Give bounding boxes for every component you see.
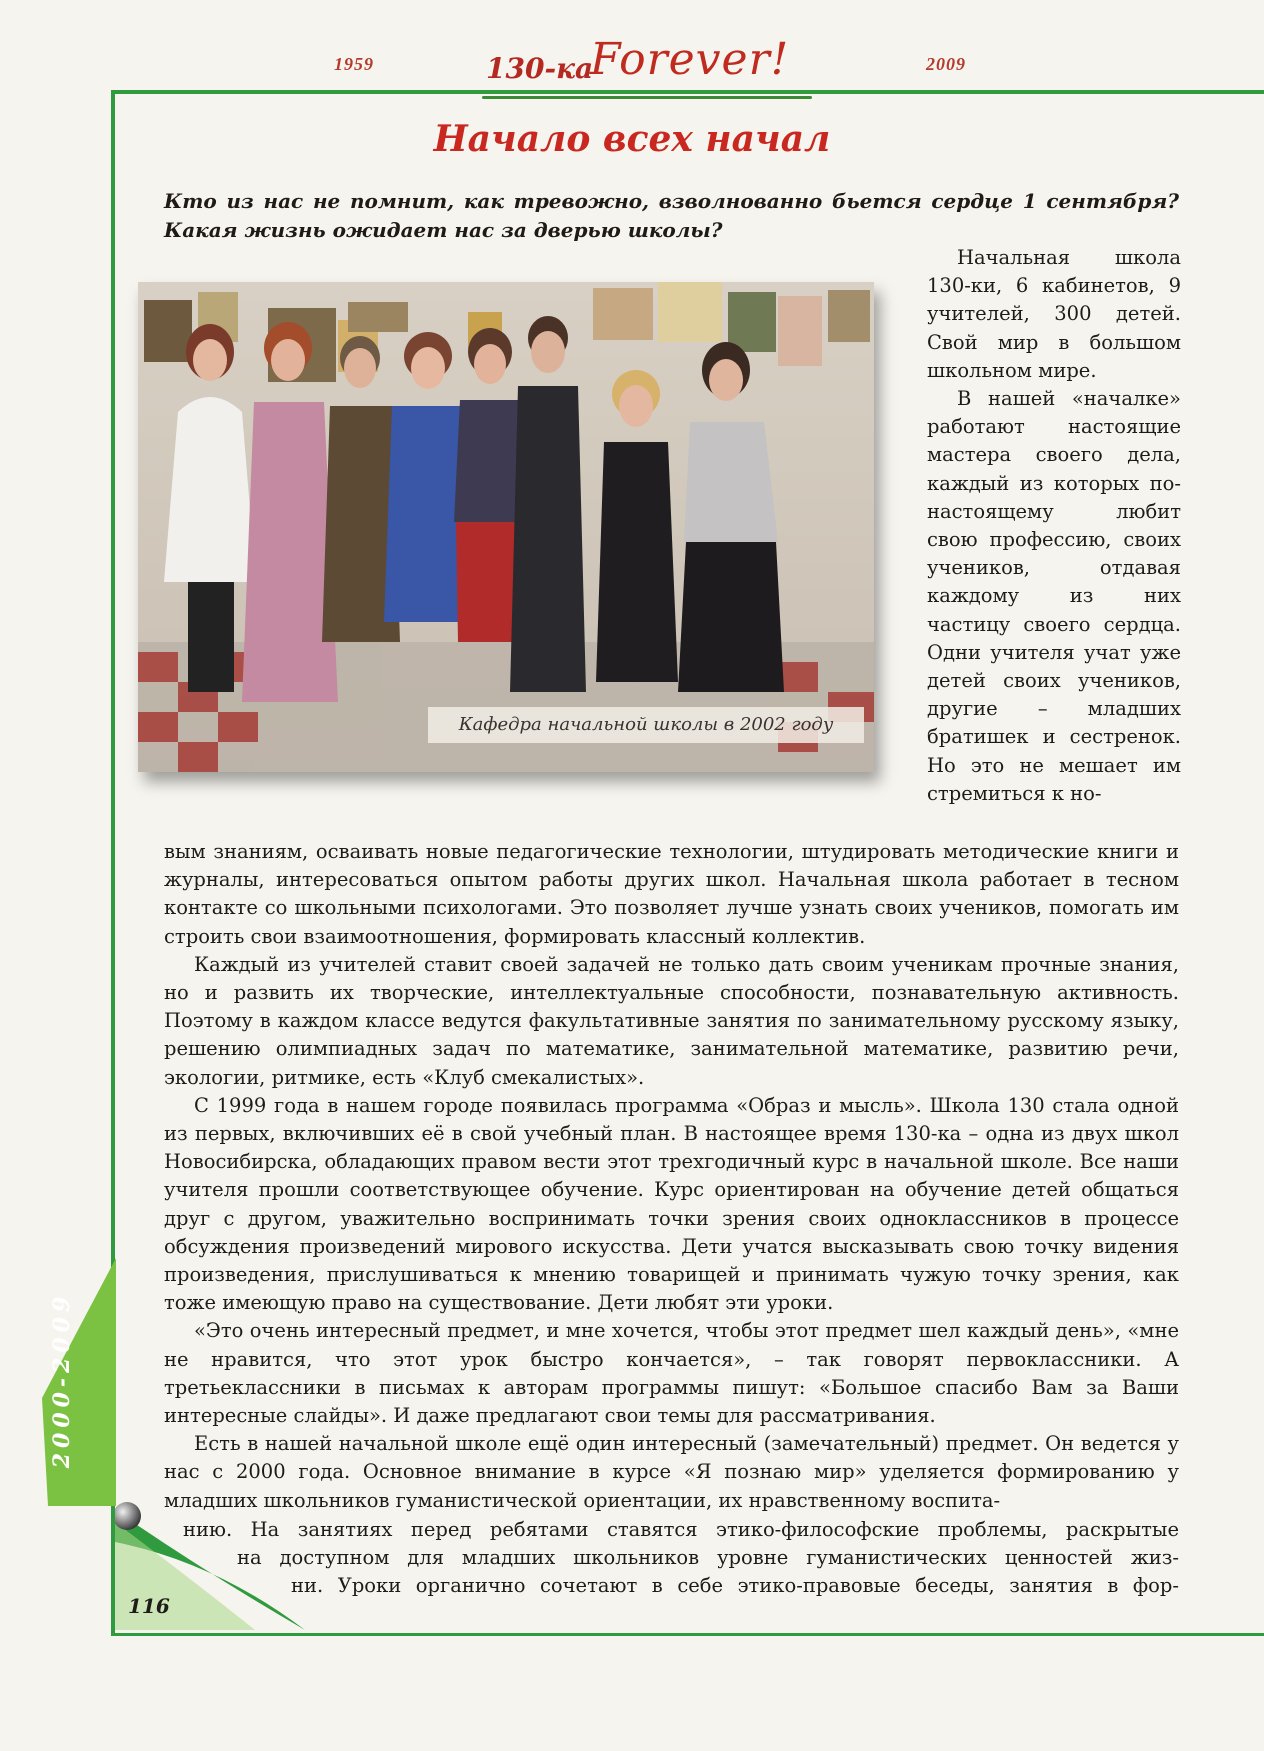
bottom-line-3: ни. Уроки органично сочетают в себе этико-правовые беседы, занятия в фор- <box>291 1574 1179 1598</box>
main-paragraph-1: вым знаниям, осваивать новые педагогические технологии, штудировать методические книги и журналы, интересоваться опытом работы других школ. Начальная школа работает в тесном контакте со школьными психологами. Это позволяет лучше узнать своих учеников, помогать им строить свои взаимоотношения, формировать классный коллектив. <box>164 840 1179 948</box>
header-logo <box>482 32 812 92</box>
logo-underline <box>482 96 812 99</box>
logo-number: 130-ка <box>486 52 594 85</box>
article-lead: Кто из нас не помнит, как тревожно, взволнованно бьется сердце 1 сентября? Какая жизнь ожидает нас за дверью школы? <box>164 189 1179 242</box>
bottom-line-1: нию. На занятиях перед ребятами ставятся этико-философские проблемы, раскрытые <box>183 1518 1179 1541</box>
header-year-right: 2009 <box>926 54 966 74</box>
main-paragraph-2: Каждый из учителей ставит своей задачей не только дать своим ученикам прочные знания, но и развить их творческие, интеллектуальные способности, познавательную активность. Поэтому в каждом классе ведутся факультативные занятия по занимательному русскому языку, решению олимпиадных задач по математике, занимательной математике, развитию речи, экологии, ритмике, есть «Клуб смекалистых». <box>164 952 1179 1089</box>
decade-tab-label: 2000-2009 <box>49 1291 75 1469</box>
page-number: 116 <box>128 1594 170 1618</box>
bottom-line-2: на доступном для младших школьников уровне гуманистических ценностей жиз- <box>237 1546 1179 1570</box>
main-paragraph-3: С 1999 года в нашем городе появилась программа «Образ и мысль». Школа 130 стала одной из первых, включивших её в свой учебный план. В настоящее время 130-ка – одна из двух школ Новосибирска, обладающих правом вести этот трехгодичный курс в начальной школе. Все наши учителя прошли соответствующее обучение. Курс ориентирован на обучение детей общаться друг с другом, уважительно воспринимать точки зрения своих одноклассников в процессе обсуждения произведений мирового искусства. Дети учатся высказывать свою точку видения произведения, прислушиваться к мнению товарищей и принимать чужую точку зрения, как тоже имеющую право на существование. Дети любят эти уроки. <box>164 1093 1179 1315</box>
group-photo-image <box>138 282 874 772</box>
group-photo <box>138 282 874 772</box>
bottom-text <box>183 1516 1179 1601</box>
article-title: Начало всех начал <box>433 118 831 160</box>
header-year-left: 1959 <box>334 54 374 74</box>
side-column <box>927 244 1181 808</box>
main-paragraph-4: «Это очень интересный предмет, и мне хочется, чтобы этот предмет шел каждый день», «мне не нравится, что этот урок быстро кончается», – так говорят первоклассники. А третьеклассники в письмах к авторам программы пишут: «Большое спасибо Вам за Ваши интересные слайды». И даже предлагают свои темы для рассматривания. <box>164 1319 1179 1428</box>
frame-top-line <box>111 90 1264 94</box>
main-column <box>164 838 1179 1515</box>
frame-bottom-line <box>111 1633 1264 1636</box>
photo-caption: Кафедра начальной школы в 2002 году <box>428 707 864 743</box>
logo-word: Forever! <box>590 34 790 85</box>
side-paragraph-1: Начальная школа 130-ки, 6 кабинетов, 9 учителей, 300 детей. Свой мир в большом школьном мире. <box>927 246 1181 382</box>
side-paragraph-2: В нашей «началке» работают настоящие мастера своего дела, каждый из которых по-настоящему любит свою профессию, своих учеников, отдавая каждому из них частицу своего сердца. Одни учителя учат уже детей своих учеников, другие – младших братишек и сестренок. Но это не мешает им стремиться к но- <box>927 387 1181 805</box>
main-paragraph-5: Есть в нашей начальной школе ещё один интересный (замечательный) предмет. Он ведется у нас с 2000 года. Основное внимание в курсе «Я познаю мир» уделяется формированию у младших школьников гуманистической ориентации, их нравственному воспита- <box>164 1432 1179 1512</box>
